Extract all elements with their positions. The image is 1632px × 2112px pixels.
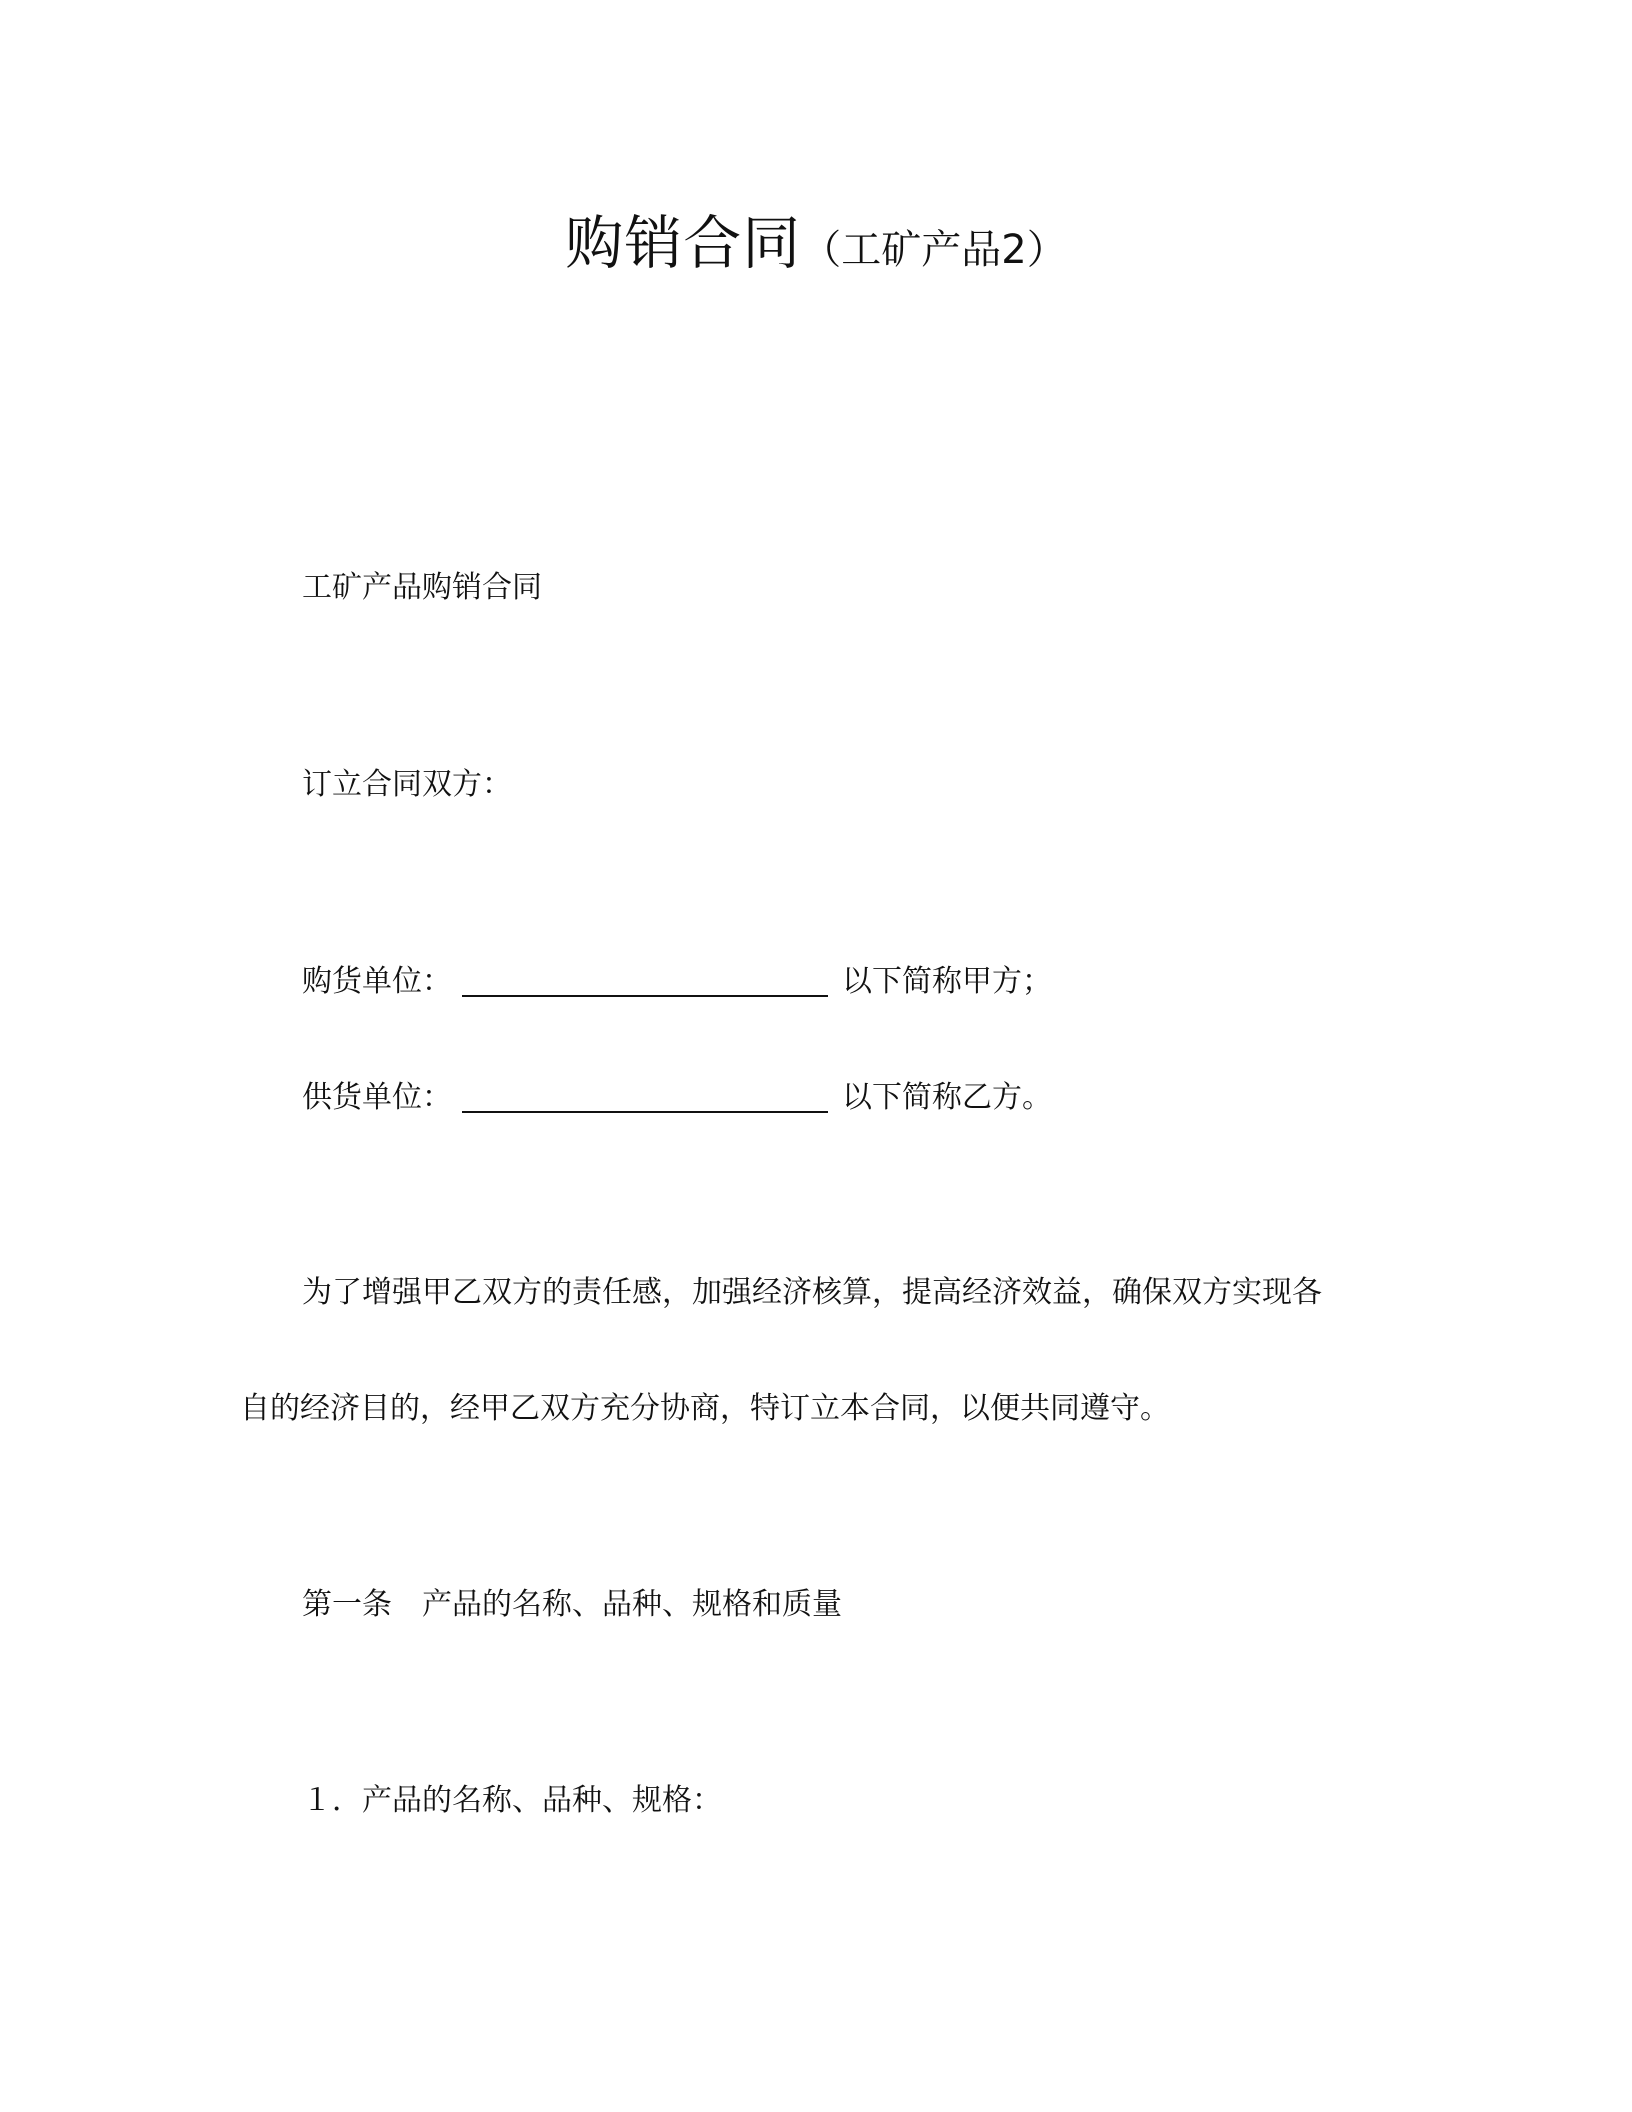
- seller-line: [302, 1077, 1052, 1118]
- article-1-heading: [302, 1585, 842, 1625]
- title-main: 购销合同: [565, 209, 802, 277]
- article-1-number: 第一条: [302, 1587, 392, 1622]
- seller-label: 供货单位：: [302, 1080, 452, 1115]
- parties-label: 订立合同双方：: [302, 767, 512, 802]
- buyer-label: 购货单位：: [302, 964, 452, 999]
- buyer-suffix: 以下简称甲方；: [842, 964, 1052, 999]
- document-title: [0, 196, 1632, 280]
- buyer-line: [302, 961, 1052, 1002]
- title-subtitle: （工矿产品2）: [801, 227, 1067, 273]
- article-1-title: 产品的名称、品种、规格和质量: [422, 1587, 842, 1622]
- contract-heading: 工矿产品购销合同: [302, 570, 542, 605]
- item-1: １．产品的名称、品种、规格：: [302, 1783, 722, 1818]
- purpose-line-1: 为了增强甲乙双方的责任感，加强经济核算，提高经济效益，确保双方实现各: [302, 1275, 1322, 1310]
- buyer-name-blank: [462, 961, 828, 997]
- purpose-line-2: 自的经济目的，经甲乙双方充分协商，特订立本合同，以便共同遵守。: [240, 1391, 1170, 1426]
- seller-name-blank: [462, 1077, 828, 1113]
- seller-suffix: 以下简称乙方。: [842, 1080, 1052, 1115]
